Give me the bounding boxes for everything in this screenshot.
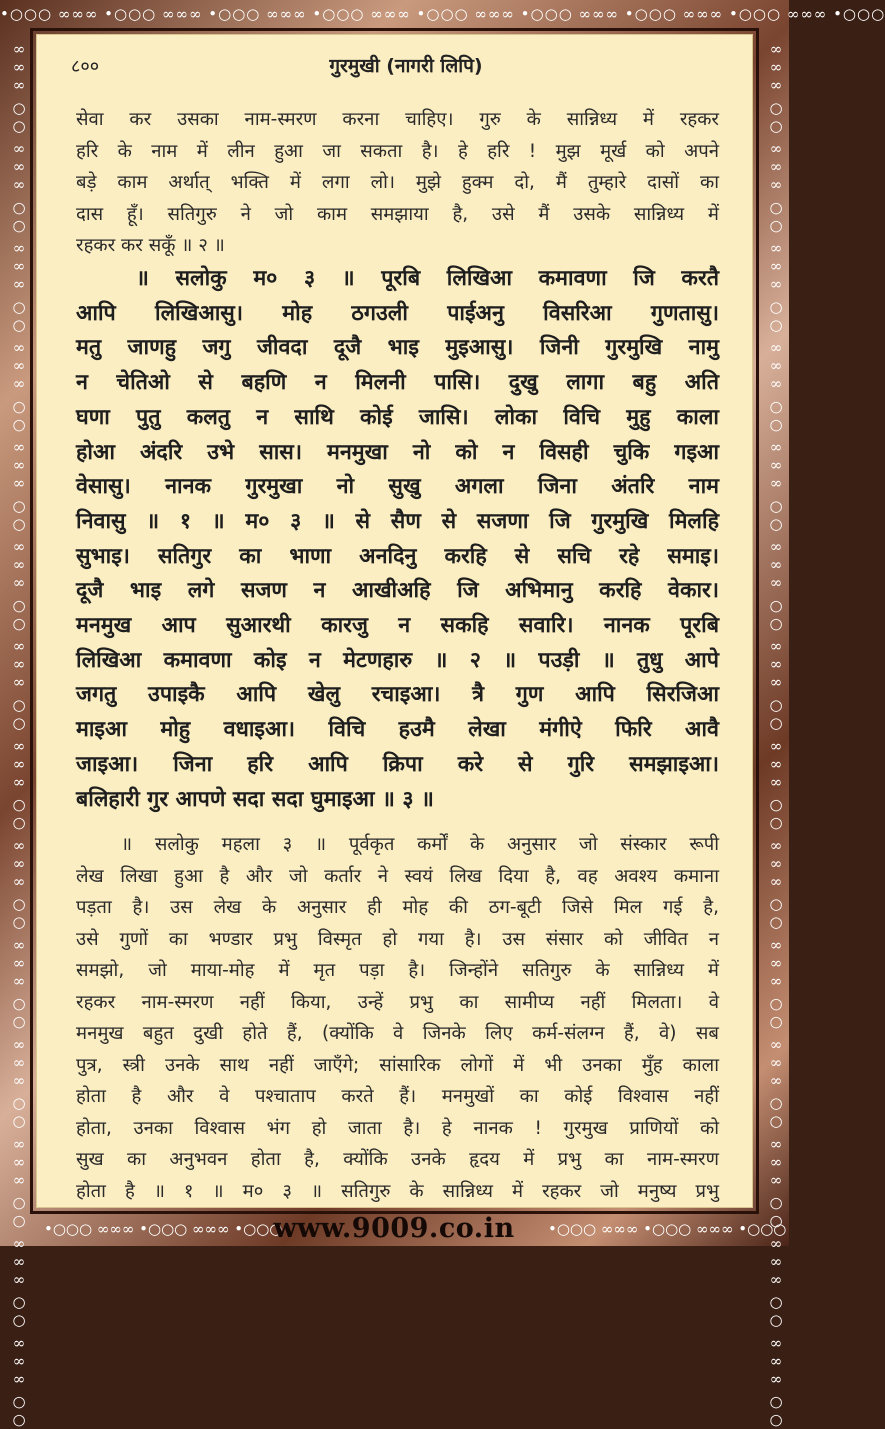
verse-line: लिखिआ कमावणा कोइ न मेटणहारु ॥ २ ॥ पउड़ी ॥ तुधु आपे [76, 647, 719, 673]
verse-line: बलिहारी गुर आपणे सदा सदा घुमाइआ ॥ ३ ॥ [76, 786, 434, 812]
text-line: बड़े काम अर्थात् भक्ति में लगा लो। मुझे हुक्म दो, मैं तुम्हारे दासों का [76, 172, 719, 193]
verse-line: निवासु ॥ १ ॥ म० ३ ॥ से सैण से सजणा जि गुरमुखि मिलहि [76, 508, 719, 534]
text-line: दास हूँ। सतिगुरु ने जो काम समझाया है, उसे मैं उसके सान्निध्य में [76, 203, 719, 225]
text-line: हरि के नाम में लीन हुआ जा सकता है। हे हरि ! मुझ मूर्ख को अपने [76, 140, 719, 162]
bottom-ornament-right: •○○○ ∞∞∞ •○○○ ∞∞∞ •○○○ [548, 1220, 787, 1238]
text-line: उसे गुणों का भण्डार प्रभु विस्मृत हो गया है। उस संसार को जीवित न [76, 928, 719, 950]
text-line: लेख लिखा हुआ है और जो कर्तार ने स्वयं लिख दिया है, वह अवश्य कमाना [76, 865, 719, 887]
verse-line: जगतु उपाइकै आपि खेलु रचाइआ। त्रै गुण आपि सिरजिआ [76, 682, 719, 708]
translation-paragraph-continued [76, 104, 719, 262]
text-line: समझो, जो माया-मोह में मृत पड़ा है। जिन्होंने सतिगुरु के सान्निध्य में [76, 960, 719, 981]
verse-line: आपि लिखिआसु। मोह ठगउली पाईअनु विसरिआ गुणतासु। [76, 300, 719, 326]
text-line: पुत्र, स्त्री उनके साथ नहीं जाएँगे; सांसारिक लोगों में भी उनका मुँह काला [76, 1054, 719, 1076]
text-line: होता है और वे पश्चाताप करते हैं। मनमुखों का कोई विश्वास नहीं [76, 1086, 719, 1107]
right-ornament: ∞∞∞ ○○ ∞∞∞ ○○ ∞∞∞ ○○ ∞∞∞ ○○ ∞∞∞ ○○ ∞∞∞ ○○ ∞∞∞ ○○ ∞∞∞ ○○ ∞∞∞ ○○ ∞∞∞ ○○ ∞∞∞ ○○ ∞∞∞ ○○ ∞∞∞ ○○ ∞∞∞ ○○ [767, 40, 785, 1429]
verse-line: मनमुख आप सुआरथी कारजु न सकहि सवारि। नानक पूरबि [76, 613, 719, 639]
website-watermark: www.9009.co.in [273, 1213, 515, 1244]
page-number: ८०० [71, 56, 100, 77]
verse-line: होआ अंदरि उभे सास। मनमुखा नो को न विसही चुकि गइआ [76, 439, 719, 465]
left-ornament: ∞∞∞ ○○ ∞∞∞ ○○ ∞∞∞ ○○ ∞∞∞ ○○ ∞∞∞ ○○ ∞∞∞ ○○ ∞∞∞ ○○ ∞∞∞ ○○ ∞∞∞ ○○ ∞∞∞ ○○ ∞∞∞ ○○ ∞∞∞ ○○ ∞∞∞ ○○ ∞∞∞ ○○ [10, 40, 28, 1429]
verse-line: ॥ सलोकु म० ३ ॥ पूरबि लिखिआ कमावणा जि करतै [136, 266, 719, 291]
text-line: सुख का अनुभवन होता है, क्योंकि उनके हृदय में प्रभु का नाम-स्मरण [76, 1149, 719, 1170]
text-line: सेवा कर उसका नाम-स्मरण करना चाहिए। गुरु के सान्निध्य में रहकर [76, 109, 719, 130]
verse-line: वेसासु। नानक गुरमुखा नो सुखु अगला जिना अंतरि नाम [76, 474, 719, 500]
top-ornament: •○○○ ∞∞∞ •○○○ ∞∞∞ •○○○ ∞∞∞ •○○○ ∞∞∞ •○○○ ∞∞∞ •○○○ ∞∞∞ •○○○ ∞∞∞ •○○○ ∞∞∞ •○○○ [0, 5, 885, 23]
gurbani-verse-block [76, 262, 719, 817]
verse-line: सुभाइ। सतिगुर का भाणा अनदिनु करहि से सचि रहे समाइ। [76, 543, 719, 569]
translation-paragraph [76, 829, 719, 1207]
text-line: होता है ॥ १ ॥ म० ३ ॥ सतिगुरु के सान्निध्य में रहकर जो मनुष्य प्रभु [76, 1180, 719, 1202]
text-line: पड़ता है। उस लेख के अनुसार ही मोह की ठग-बूटी जिसे मिल गई है, [76, 897, 719, 918]
running-title: गुरमुखी (नागरी लिपि) [329, 55, 483, 77]
bottom-ornament-left: •○○○ ∞∞∞ •○○○ ∞∞∞ •○○○ [44, 1220, 283, 1238]
book-page [36, 34, 753, 1208]
verse-line: दूजै भाइ लगे सजण न आखीअहि जि अभिमानु करहि वेकार। [76, 578, 719, 604]
text-line: ॥ सलोकु महला ३ ॥ पूर्वकृत कर्मों के अनुसार जो संस्कार रूपी [121, 834, 719, 855]
text-line: होता, उनका विश्वास भंग हो जाता है। हे नानक ! गुरमुख प्राणियों को [76, 1117, 719, 1139]
verse-line: माइआ मोहु वधाइआ। विचि हउमै लेखा मंगीऐ फिरि आवै [76, 717, 719, 743]
text-line: मनमुख बहुत दुखी होते हैं, (क्योंकि वे जिनके लिए कर्म-संलग्न हैं, वे) सब [76, 1023, 719, 1044]
verse-line: न चेतिओ से बहणि न मिलनी पासि। दुखु लागा बहु अति [76, 370, 719, 396]
text-line: रहकर नाम-स्मरण नहीं किया, उन्हें प्रभु का सामीप्य नहीं मिलता। वे [76, 991, 719, 1013]
verse-line: जाइआ। जिना हरि आपि क्रिपा करे से गुरि समझाइआ। [76, 751, 719, 777]
verse-line: मतु जाणहु जगु जीवदा दूजै भाइ मुइआसु। जिनी गुरमुखि नामु [76, 335, 719, 361]
text-line: रहकर कर सकूँ ॥ २ ॥ [76, 235, 225, 256]
verse-line: घणा पुतु कलतु न साथि कोई जासि। लोका विचि मुहु काला [76, 404, 719, 430]
